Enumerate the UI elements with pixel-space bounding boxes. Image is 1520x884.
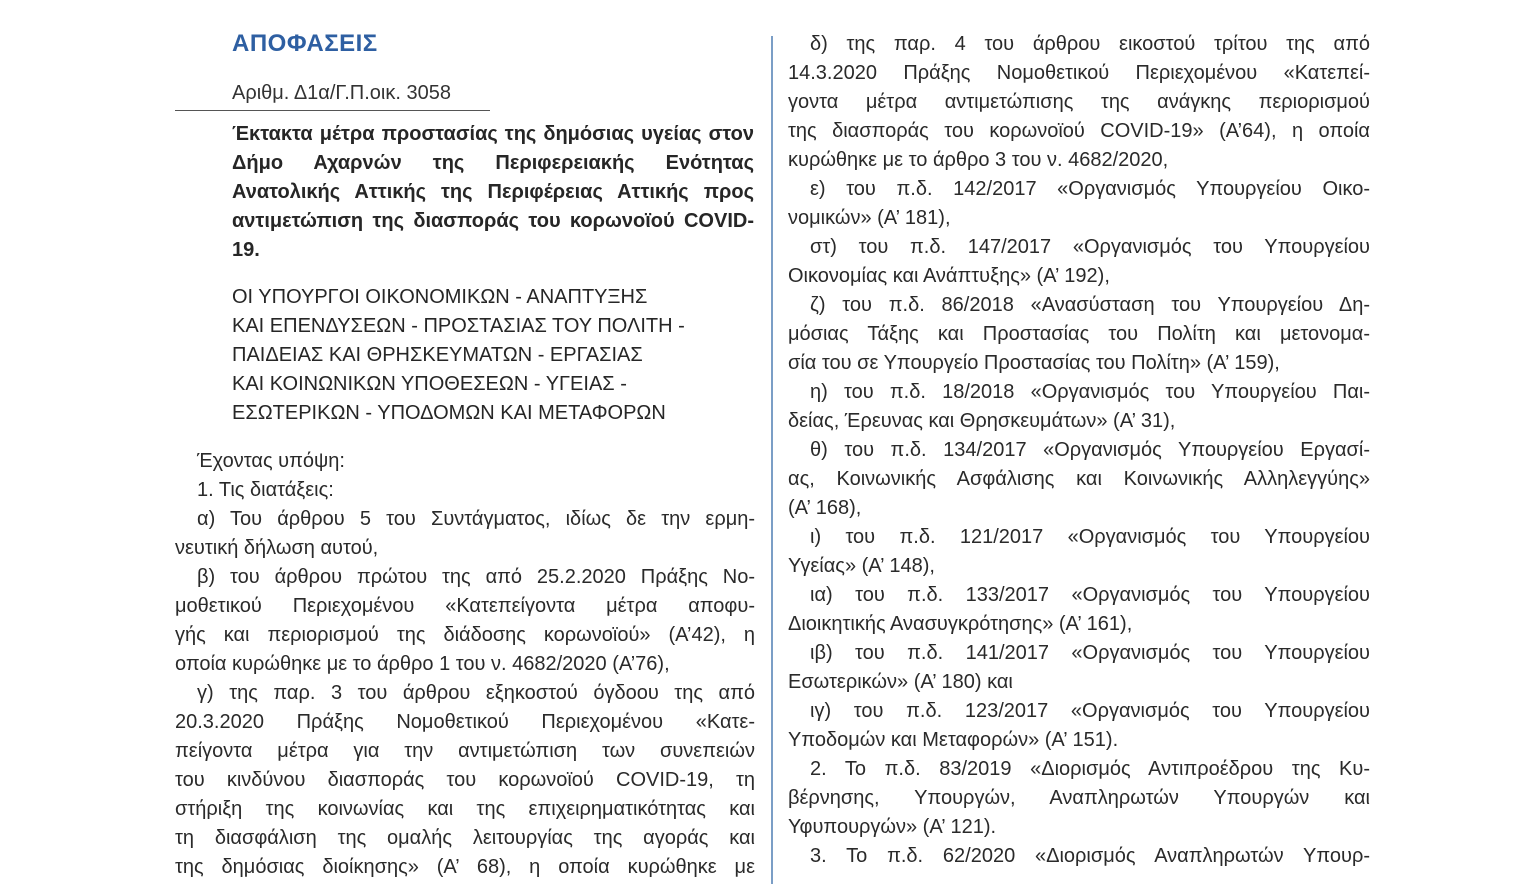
body-line: του κινδύνου διασποράς του κορωνοϊού COVID-19, τη	[175, 769, 755, 791]
body-line: στήριξη της κοινωνίας και της επιχειρηματικότητας και	[175, 798, 755, 820]
body-line: μοθετικού Περιεχομένου «Κατεπείγοντα μέτρα αποφυ-	[175, 595, 755, 617]
ministers-line: ΟΙ ΥΠΟΥΡΓΟΙ ΟΙΚΟΝΟΜΙΚΩΝ - ΑΝΑΠΤΥΞΗΣ	[232, 286, 648, 308]
decision-headline: Έκτακτα μέτρα προστασίας της δημόσιας υγείας στον Δήμο Αχαρνών της Περιφερειακής Ενότητας Ανατολικής Αττικής της Περιφέρειας Αττικής προς αντιμετώπιση της διασποράς του κορωνοϊού COVID-19.	[232, 123, 754, 261]
body-line: Υγείας» (Α’ 148),	[788, 555, 935, 577]
body-line: α) Του άρθρου 5 του Συντάγματος, ιδίως δε την ερμη-	[197, 508, 755, 530]
right-column-body	[788, 30, 1370, 871]
body-line: σία του σε Υπουργείο Προστασίας του Πολίτη» (Α’ 159),	[788, 352, 1280, 374]
decision-reference: Αριθμ. Δ1α/Γ.Π.οικ. 3058	[232, 82, 451, 104]
body-line: Εσωτερικών» (Α’ 180) και	[788, 671, 1013, 693]
body-line: 2. Το π.δ. 83/2019 «Διορισμός Αντιπροέδρου της Κυ-	[810, 758, 1370, 780]
body-line: 20.3.2020 Πράξης Νομοθετικού Περιεχομένου «Κατε-	[175, 711, 755, 733]
body-line: βέρνησης, Υπουργών, Αναπληρωτών Υπουργών και	[788, 787, 1370, 809]
body-line: ια) του π.δ. 133/2017 «Οργανισμός του Υπουργείου	[810, 584, 1370, 606]
body-line: ε) του π.δ. 142/2017 «Οργανισμός Υπουργείου Οικο-	[810, 178, 1370, 200]
body-line: δείας, Έρευνας και Θρησκευμάτων» (Α’ 31),	[788, 410, 1176, 432]
ministers-heading	[232, 283, 762, 428]
ministers-line: ΕΣΩΤΕΡΙΚΩΝ - ΥΠΟΔΟΜΩΝ ΚΑΙ ΜΕΤΑΦΟΡΩΝ	[232, 402, 666, 424]
body-line: μόσιας Τάξης και Προστασίας του Πολίτη και μετονομα-	[788, 323, 1370, 345]
body-line: κυρώθηκε με το άρθρο 3 του ν. 4682/2020,	[788, 149, 1169, 171]
body-line: (Α’ 168),	[788, 497, 862, 519]
body-line: Οικονομίας και Ανάπτυξης» (Α’ 192),	[788, 265, 1110, 287]
body-line: Έχοντας υπόψη:	[197, 450, 345, 472]
body-line: η) του π.δ. 18/2018 «Οργανισμός του Υπουργείου Παι-	[810, 381, 1370, 403]
section-title: ΑΠΟΦΑΣΕΙΣ	[232, 30, 378, 57]
body-line: 3. Το π.δ. 62/2020 «Διορισμός Αναπληρωτών Υπουρ-	[810, 845, 1370, 867]
body-line: γής και περιορισμού της διάδοσης κορωνοϊού» (Α’42), η	[175, 624, 755, 646]
body-line: Υφυπουργών» (Α’ 121).	[788, 816, 997, 838]
body-line: ι) του π.δ. 121/2017 «Οργανισμός του Υπουργείου	[810, 526, 1370, 548]
body-line: της διασποράς του κορωνοϊού COVID-19» (Α’64), η οποία	[788, 120, 1370, 142]
body-line: ζ) του π.δ. 86/2018 «Ανασύσταση του Υπουργείου Δη-	[810, 294, 1370, 316]
body-line: β) του άρθρου πρώτου της από 25.2.2020 Πράξης Νο-	[197, 566, 755, 588]
body-line: οποία κυρώθηκε με το άρθρο 1 του ν. 4682/2020 (Α’76),	[175, 653, 670, 675]
ministers-line: ΚΑΙ ΕΠΕΝΔΥΣΕΩΝ - ΠΡΟΣΤΑΣΙΑΣ ΤΟΥ ΠΟΛΙΤΗ -	[232, 315, 685, 337]
body-line: νευτική δήλωση αυτού,	[175, 537, 379, 559]
body-line: δ) της παρ. 4 του άρθρου εικοστού τρίτου της από	[810, 33, 1370, 55]
body-line: νομικών» (Α’ 181),	[788, 207, 951, 229]
body-line: 1. Τις διατάξεις:	[197, 479, 334, 501]
body-line: της δημόσιας διοίκησης» (Α’ 68), η οποία κυρώθηκε με	[175, 856, 755, 878]
body-line: ιγ) του π.δ. 123/2017 «Οργανισμός του Υπουργείου	[810, 700, 1370, 722]
ministers-line: ΚΑΙ ΚΟΙΝΩΝΙΚΩΝ ΥΠΟΘΕΣΕΩΝ - ΥΓΕΙΑΣ -	[232, 373, 627, 395]
body-line: ιβ) του π.δ. 141/2017 «Οργανισμός του Υπουργείου	[810, 642, 1370, 664]
body-line: θ) του π.δ. 134/2017 «Οργανισμός Υπουργείου Εργασί-	[810, 439, 1370, 461]
reference-underline	[175, 110, 490, 111]
body-line: στ) του π.δ. 147/2017 «Οργανισμός του Υπουργείου	[810, 236, 1370, 258]
body-line: γοντα μέτρα αντιμετώπισης της ανάγκης περιορισμού	[788, 91, 1370, 113]
ministers-line: ΠΑΙΔΕΙΑΣ ΚΑΙ ΘΡΗΣΚΕΥΜΑΤΩΝ - ΕΡΓΑΣΙΑΣ	[232, 344, 643, 366]
body-line: ας, Κοινωνικής Ασφάλισης και Κοινωνικής Αλληλεγγύης»	[788, 468, 1370, 490]
body-line: τη διασφάλιση της ομαλής λειτουργίας της αγοράς και	[175, 827, 755, 849]
body-line: Υποδομών και Μεταφορών» (Α’ 151).	[788, 729, 1119, 751]
body-line: Διοικητικής Ανασυγκρότησης» (Α’ 161),	[788, 613, 1133, 635]
body-line: 14.3.2020 Πράξης Νομοθετικού Περιεχομένου «Κατεπεί-	[788, 62, 1370, 84]
column-divider	[771, 36, 773, 884]
left-column-body	[175, 447, 755, 882]
body-line: γ) της παρ. 3 του άρθρου εξηκοστού όγδοου της από	[197, 682, 755, 704]
body-line: πείγοντα μέτρα για την αντιμετώπιση των συνεπειών	[175, 740, 755, 762]
